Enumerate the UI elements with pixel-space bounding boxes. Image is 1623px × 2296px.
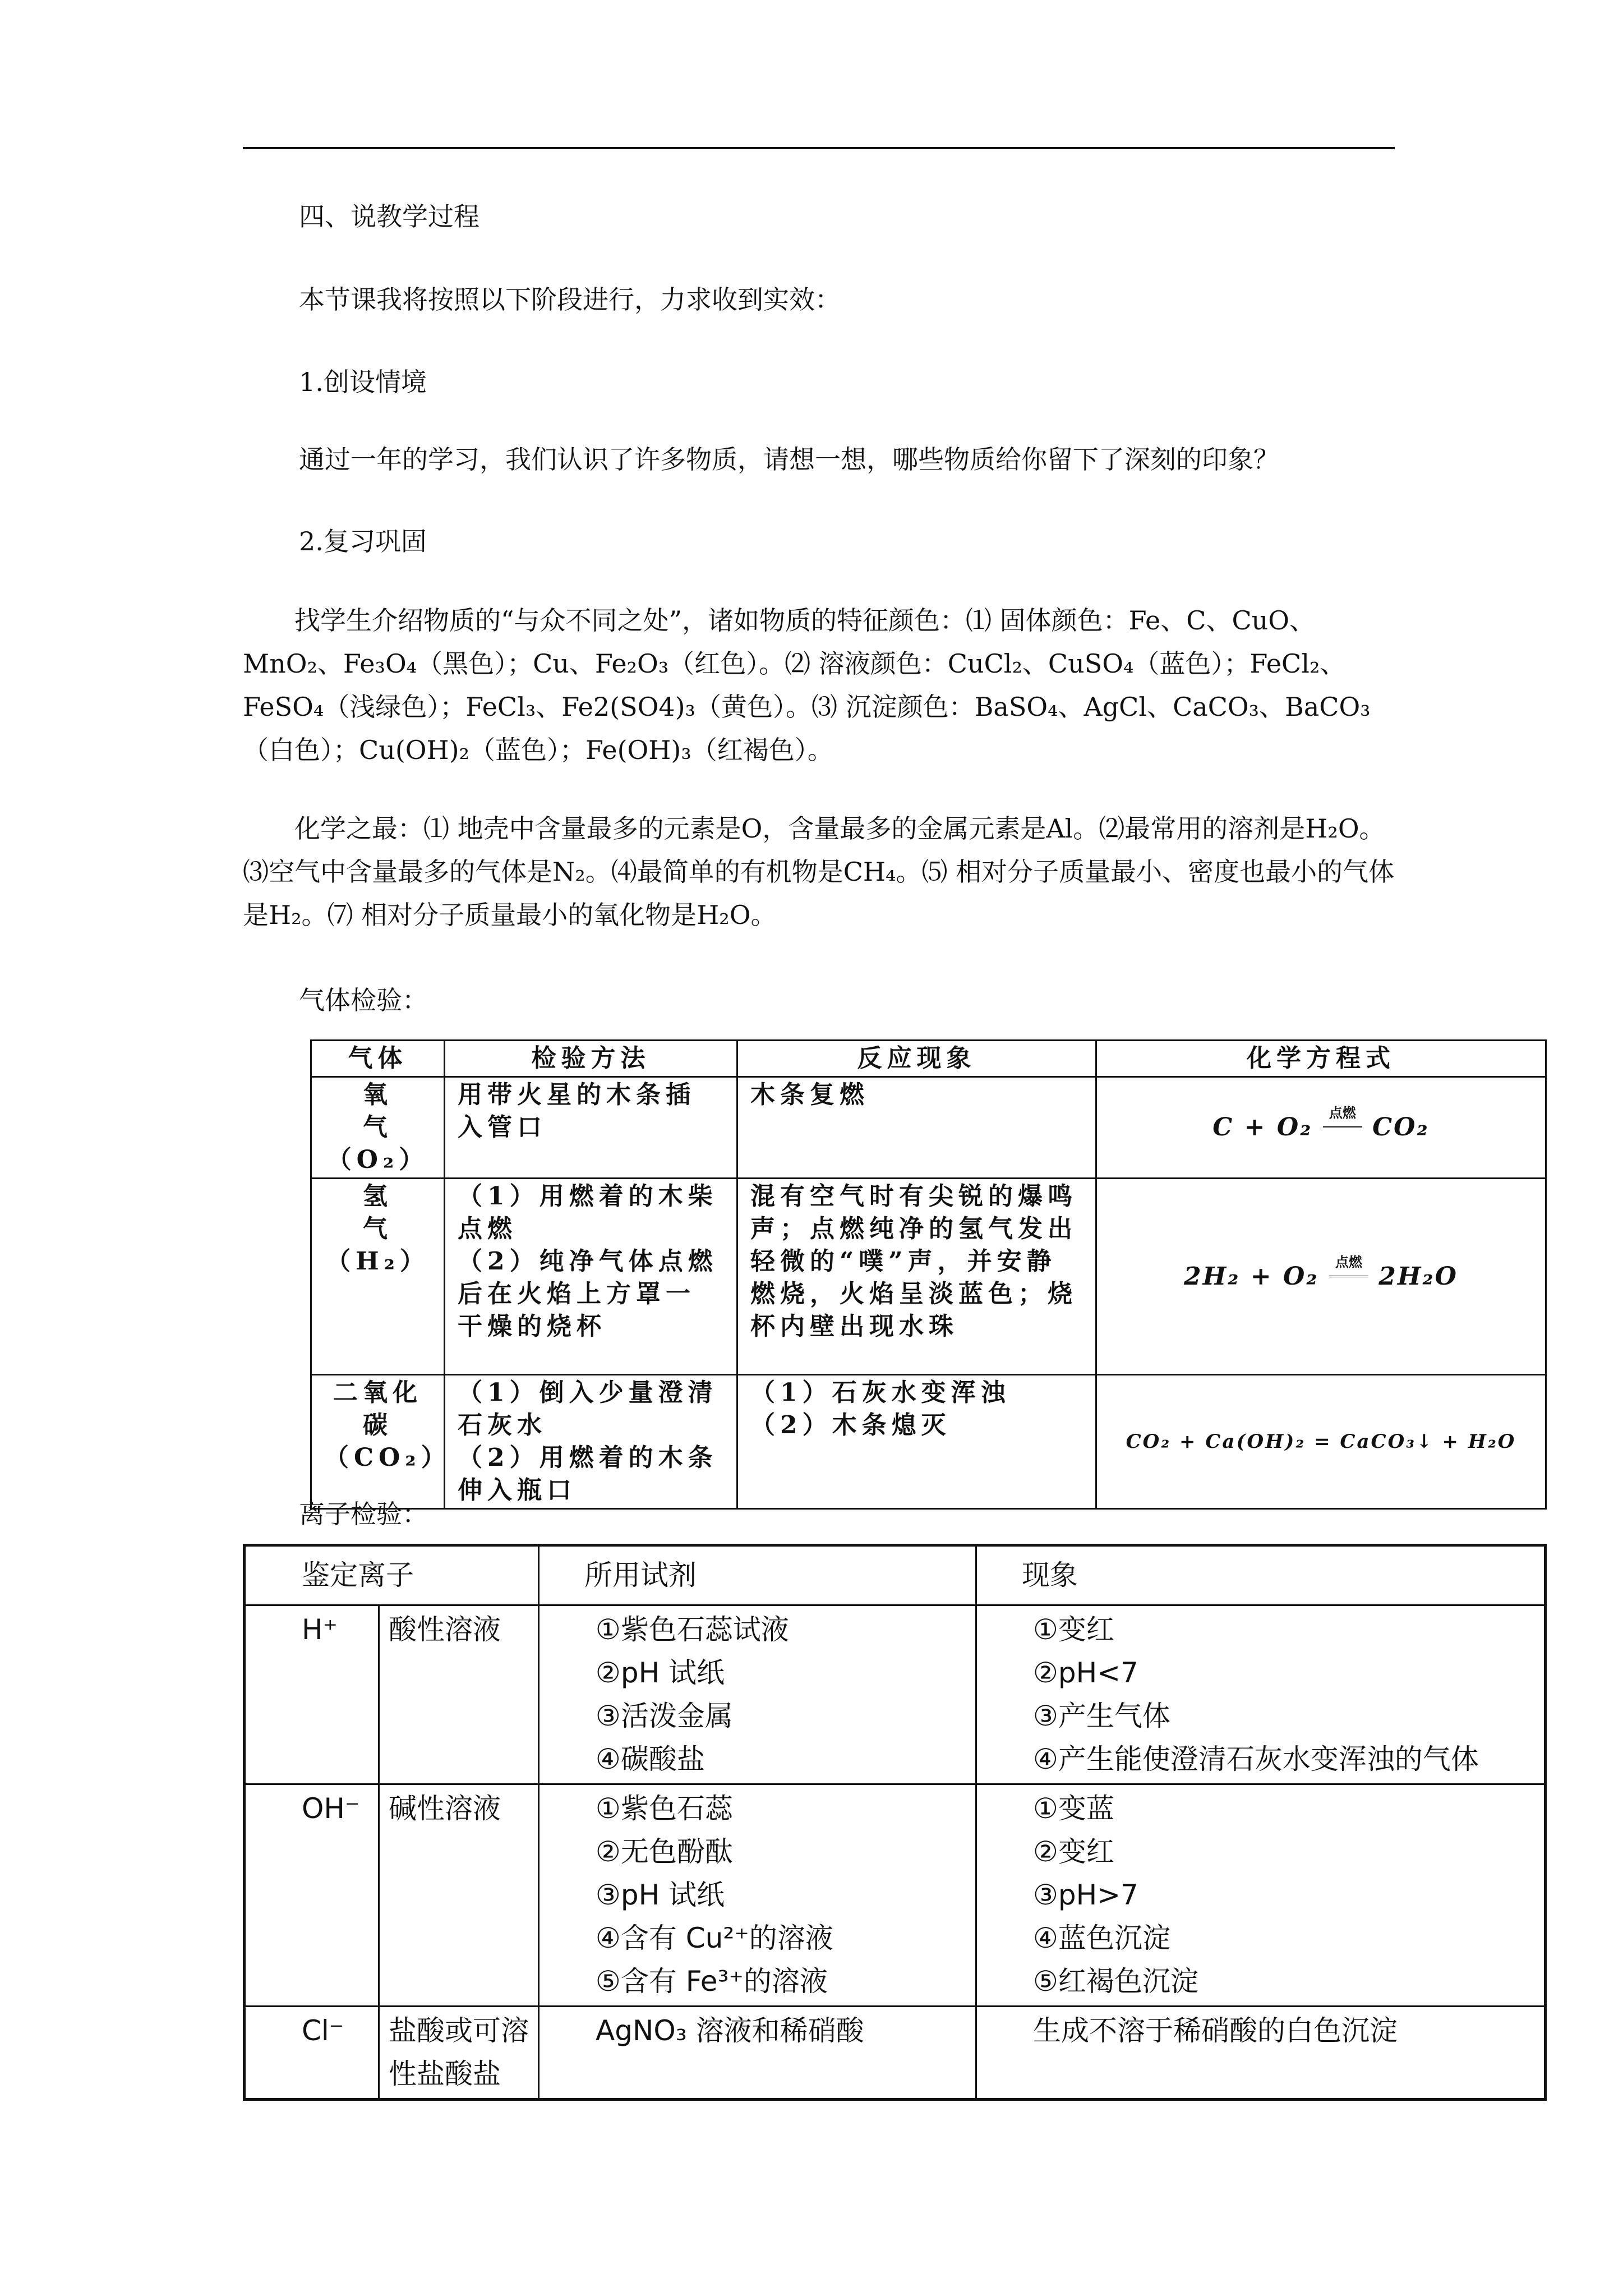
ion-results: 生成不溶于稀硝酸的白色沉淀	[976, 2007, 1546, 2100]
gas-table-header	[311, 1041, 1546, 1077]
gas-method: （1）倒入少量澄清石灰水 （2）用燃着的木条伸入瓶口	[445, 1375, 737, 1509]
ion-row-oh	[245, 1784, 1546, 2007]
ion-symbol: Cl⁻	[245, 2007, 379, 2100]
header-rule	[243, 147, 1395, 149]
gas-equation: 2H₂ + O₂ 点燃 2H₂O	[1096, 1179, 1546, 1375]
ion-row-h	[245, 1605, 1546, 1784]
gas-test-title: 气体检验：	[299, 985, 428, 1015]
most-paragraph: 化学之最：⑴ 地壳中含量最多的元素是O，含量最多的金属元素是Al。⑵最常用的溶剂是H₂O。⑶空气中含量最多的气体是N₂。⑷最简单的有机物是CH₄。⑸ 相对分子质量最小、密度也最小的气体是H₂。⑺ 相对分子质量最小的氧化物是H₂O。	[243, 813, 1395, 930]
ion-type: 酸性溶液	[379, 1605, 539, 1784]
gas-header-phenomenon: 反应现象	[737, 1041, 1096, 1077]
gas-equation: C + O₂ 点燃 CO₂	[1096, 1077, 1546, 1179]
gas-row-oxygen	[311, 1077, 1546, 1179]
step2-heading: 2.复习巩固	[299, 526, 427, 556]
ion-header-result: 现象	[976, 1545, 1546, 1605]
gas-row-co2	[311, 1375, 1546, 1509]
gas-name: 氧 气 （O₂）	[311, 1077, 445, 1179]
ion-header-reagent: 所用试剂	[539, 1545, 976, 1605]
ion-results: ①变蓝 ②变红 ③pH>7 ④蓝色沉淀 ⑤红褐色沉淀	[976, 1784, 1546, 2007]
ion-table-header	[245, 1545, 1546, 1605]
intro-text: 本节课我将按照以下阶段进行，力求收到实效：	[299, 284, 841, 315]
gas-name: 氢 气 （H₂）	[311, 1179, 445, 1375]
gas-method: 用带火星的木条插入管口	[445, 1077, 737, 1179]
ion-header-ion: 鉴定离子	[245, 1545, 539, 1605]
gas-header-equation: 化学方程式	[1096, 1041, 1546, 1077]
ion-type: 碱性溶液	[379, 1784, 539, 2007]
gas-test-table	[310, 1039, 1547, 1510]
ion-test-table	[243, 1544, 1547, 2101]
gas-phenomenon: 木条复燃	[737, 1077, 1096, 1179]
ion-symbol: OH⁻	[245, 1784, 379, 2007]
gas-equation: CO₂ + Ca(OH)₂ = CaCO₃↓ + H₂O	[1096, 1375, 1546, 1509]
step1-text: 通过一年的学习，我们认识了许多物质，请想一想，哪些物质给你留下了深刻的印象？	[299, 444, 1279, 475]
section-heading: 四、说教学过程	[299, 201, 479, 232]
gas-header-gas: 气体	[311, 1041, 445, 1077]
ion-results: ①变红 ②pH<7 ③产生气体 ④产生能使澄清石灰水变浑浊的气体	[976, 1605, 1546, 1784]
ion-reagents: AgNO₃ 溶液和稀硝酸	[539, 2007, 976, 2100]
gas-phenomenon: 混有空气时有尖锐的爆鸣声；点燃纯净的氢气发出轻微的“噗”声，并安静燃烧，火焰呈淡蓝色；烧杯内壁出现水珠	[737, 1179, 1096, 1375]
gas-name: 二氧化碳 （CO₂）	[311, 1375, 445, 1509]
colors-paragraph: 找学生介绍物质的“与众不同之处”，诸如物质的特征颜色：⑴ 固体颜色：Fe、C、CuO、MnO₂、Fe₃O₄（黑色）；Cu、Fe₂O₃（红色）。⑵ 溶液颜色：CuCl₂、CuSO₄（蓝色）；FeCl₂、FeSO₄（浅绿色）；FeCl₃、Fe2(SO4)₃（黄色）。⑶ 沉淀颜色：BaSO₄、AgCl、CaCO₃、BaCO₃（白色）；Cu(OH)₂（蓝色）；Fe(OH)₃（红褐色）。	[243, 605, 1371, 765]
gas-row-hydrogen	[311, 1179, 1546, 1375]
ion-reagents: ①紫色石蕊试液 ②pH 试纸 ③活泼金属 ④碳酸盐	[539, 1605, 976, 1784]
ion-type: 盐酸或可溶性盐酸盐	[379, 2007, 539, 2100]
ion-row-cl	[245, 2007, 1546, 2100]
gas-header-method: 检验方法	[445, 1041, 737, 1077]
step1-heading: 1.创设情境	[299, 367, 427, 397]
ion-test-title: 离子检验：	[299, 1499, 428, 1529]
ion-symbol: H⁺	[245, 1605, 379, 1784]
gas-method: （1）用燃着的木柴点燃 （2）纯净气体点燃后在火焰上方罩一干燥的烧杯	[445, 1179, 737, 1375]
ion-reagents: ①紫色石蕊 ②无色酚酞 ③pH 试纸 ④含有 Cu²⁺的溶液 ⑤含有 Fe³⁺的溶液	[539, 1784, 976, 2007]
gas-phenomenon: （1）石灰水变浑浊 （2）木条熄灭	[737, 1375, 1096, 1509]
